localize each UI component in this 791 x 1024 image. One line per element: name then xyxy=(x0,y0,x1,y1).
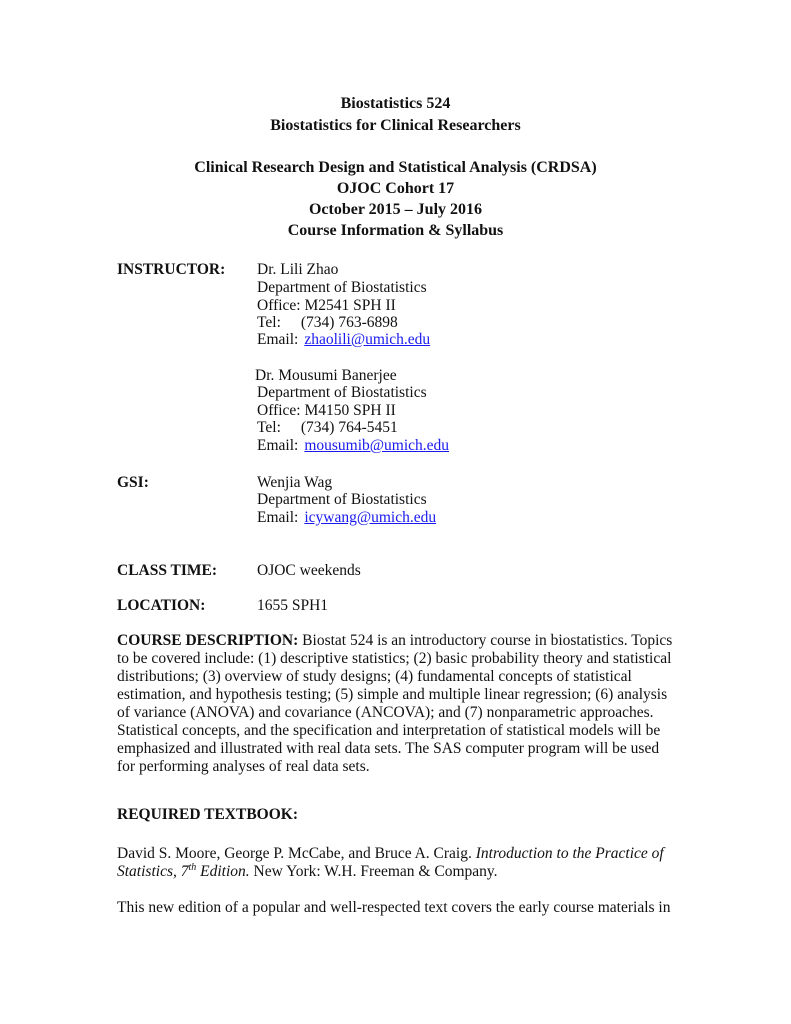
course-title: Biostatistics for Clinical Researchers xyxy=(270,117,521,134)
email-label: Email: xyxy=(257,437,299,454)
instructor-2-office: Office: M4150 SPH II xyxy=(257,402,396,419)
program-title: Clinical Research Design and Statistical Analysis (CRDSA) xyxy=(194,159,597,176)
textbook-note: This new edition of a popular and well-respected text covers the early course materials in xyxy=(117,899,671,916)
textbook-authors: David S. Moore, George P. McCabe, and Bruce A. Craig. xyxy=(117,845,472,862)
email-link[interactable]: mousumib@umich.edu xyxy=(304,437,450,454)
textbook-title-main: Introduction to the Practice of Statistics, 7 xyxy=(117,845,664,880)
location-label: LOCATION: xyxy=(117,597,206,614)
tel-label: Tel: xyxy=(257,419,281,436)
textbook-publisher: New York: W.H. Freeman & Company. xyxy=(253,863,498,880)
instructor-2-email xyxy=(257,437,449,455)
document-subtitle: Course Information & Syllabus xyxy=(287,222,504,239)
textbook-citation xyxy=(117,845,677,881)
course-description-label: COURSE DESCRIPTION: xyxy=(117,632,299,649)
textbook-title-edition: Edition. xyxy=(200,863,250,880)
tel-number: (734) 764-5451 xyxy=(300,419,398,436)
instructor-1-office: Office: M2541 SPH II xyxy=(257,297,396,314)
instructor-2-tel xyxy=(257,419,398,437)
email-link[interactable]: zhaolili@umich.edu xyxy=(304,331,431,348)
instructor-1-name: Dr. Lili Zhao xyxy=(257,261,339,278)
gsi-email xyxy=(257,509,436,527)
instructor-1-tel xyxy=(257,314,398,332)
course-number: Biostatistics 524 xyxy=(340,95,451,112)
email-link[interactable]: icywang@umich.edu xyxy=(304,509,437,526)
tel-label: Tel: xyxy=(257,314,281,331)
email-label: Email: xyxy=(257,331,299,348)
gsi-label: GSI: xyxy=(117,474,149,491)
textbook-label: REQUIRED TEXTBOOK: xyxy=(117,806,299,823)
class-time-value: OJOC weekends xyxy=(257,562,361,579)
gsi-dept: Department of Biostatistics xyxy=(257,491,427,508)
instructor-1-dept: Department of Biostatistics xyxy=(257,279,427,296)
textbook-title-superscript: th xyxy=(188,861,197,873)
class-time-label: CLASS TIME: xyxy=(117,562,218,579)
course-description-text: Biostat 524 is an introductory course in biostatistics. Topics to be covered include: (1) descriptive statistics; (2) basic probability theory and statistical distributions; (3) overview of study designs; (4) fundamental concepts of statistical estimation, and hypothesis testing; (5) simple and multiple linear regression; (6) analysis of variance (ANOVA) and covariance (ANCOVA); and (7) nonparametric approaches. Statistical concepts, and the specification and interpretation of statistical models will be emphasized and illustrated with real data sets. The SAS computer program will be used for performing analyses of real data sets. xyxy=(117,632,673,775)
instructor-2-name: Dr. Mousumi Banerjee xyxy=(255,367,397,384)
cohort: OJOC Cohort 17 xyxy=(336,180,455,197)
course-description xyxy=(117,632,677,776)
tel-number: (734) 763-6898 xyxy=(300,314,398,331)
location-value: 1655 SPH1 xyxy=(257,597,329,614)
date-range: October 2015 – July 2016 xyxy=(308,201,483,218)
gsi-name: Wenjia Wag xyxy=(257,474,333,491)
instructor-1-email xyxy=(257,331,430,349)
instructor-label: INSTRUCTOR: xyxy=(117,261,226,278)
email-label: Email: xyxy=(257,509,299,526)
instructor-2-dept: Department of Biostatistics xyxy=(257,384,427,401)
